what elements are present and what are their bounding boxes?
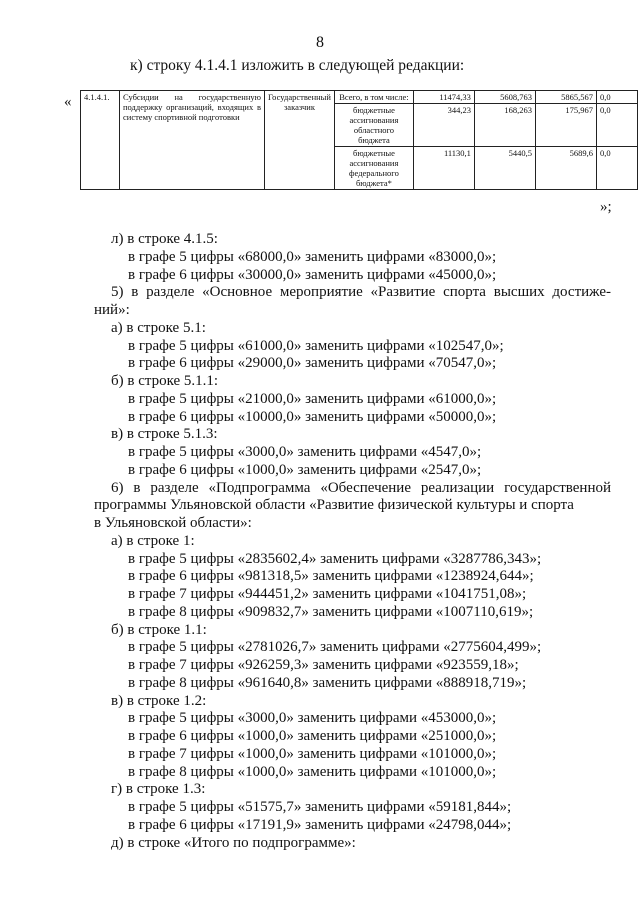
quote-open: «: [64, 94, 72, 110]
text-line: в графе 6 цифры «981318,5» заменить цифрами «1238924,644»;: [128, 568, 534, 585]
text-line: в графе 6 цифры «1000,0» заменить цифрами «2547,0»;: [128, 461, 482, 478]
amendment-table: [80, 90, 638, 190]
text-line: в графе 6 цифры «10000,0» заменить цифрами «50000,0»;: [128, 408, 497, 425]
text-line: в графе 7 цифры «926259,3» заменить цифрами «923559,18»;: [128, 657, 519, 673]
text-line: в графе 8 цифры «961640,8» заменить цифрами «888918,719»;: [128, 674, 527, 691]
quote-close: »;: [600, 199, 612, 215]
source-cell: Всего, в том числе:: [334, 91, 413, 104]
value-cell: 168,263: [474, 104, 535, 147]
text-line: в графе 5 цифры «68000,0» заменить цифрами «83000,0»;: [128, 248, 497, 265]
text-line: 6) в разделе «Подпрограмма «Обеспечение реализации государственной: [111, 479, 611, 496]
value-cell: 11474,33: [413, 91, 474, 104]
text-line: в графе 6 цифры «29000,0» заменить цифрами «70547,0»;: [128, 355, 497, 372]
text-line: в) в строке 1.2:: [111, 692, 207, 709]
text-line: программы Ульяновской области «Развитие физической культуры и спорта: [94, 497, 574, 514]
text-line: б) в строке 5.1.1:: [111, 373, 219, 389]
value-cell: 5608,763: [474, 91, 535, 104]
text-line: в Ульяновской области»:: [94, 515, 252, 531]
text-line: г) в строке 1.3:: [111, 781, 206, 798]
value-cell: 0,0: [596, 147, 637, 190]
text-line: л) в строке 4.1.5:: [111, 231, 218, 247]
text-line: а) в строке 1:: [111, 532, 195, 549]
text-line: в графе 5 цифры «51575,7» заменить цифрами «59181,844»;: [128, 799, 512, 815]
text-line: 5) в разделе «Основное мероприятие «Развитие спорта высших достиже-: [111, 284, 611, 301]
text-line: в графе 5 цифры «21000,0» заменить цифрами «61000,0»;: [128, 390, 497, 407]
text-line: в графе 5 цифры «2781026,7» заменить цифрами «2775604,499»;: [128, 639, 542, 656]
text-line: в графе 6 цифры «1000,0» заменить цифрами «251000,0»;: [128, 728, 497, 744]
table-row: [81, 91, 638, 104]
text-line: в графе 6 цифры «30000,0» заменить цифрами «45000,0»;: [128, 266, 497, 283]
text-line: в графе 7 цифры «1000,0» заменить цифрами «101000,0»;: [128, 745, 497, 762]
text-line: в графе 5 цифры «3000,0» заменить цифрами «453000,0»;: [128, 710, 497, 727]
text-line: в графе 7 цифры «944451,2» заменить цифрами «1041751,08»;: [128, 586, 527, 602]
value-cell: 344,23: [413, 104, 474, 147]
value-cell: 11130,1: [413, 147, 474, 190]
page-number: 8: [316, 34, 324, 51]
text-line: в графе 5 цифры «61000,0» заменить цифрами «102547,0»;: [128, 337, 504, 354]
value-cell: 5689,6: [535, 147, 596, 190]
text-line: в) в строке 5.1.3:: [111, 426, 218, 443]
value-cell: 0,0: [596, 91, 637, 104]
row-customer: Государственный заказчик: [265, 91, 335, 190]
source-cell: бюджетные ассигнования федерального бюджета*: [334, 147, 413, 190]
value-cell: 5865,567: [535, 91, 596, 104]
text-line: д) в строке «Итого по подпрограмме»:: [111, 834, 356, 851]
text-line: ний»:: [94, 302, 130, 318]
value-cell: 0,0: [596, 104, 637, 147]
row-code: 4.1.4.1.: [81, 91, 120, 190]
text-line: в графе 6 цифры «17191,9» заменить цифрами «24798,044»;: [128, 816, 512, 833]
source-cell: бюджетные ассигнования областного бюджета: [334, 104, 413, 147]
intro-paragraph: к) строку 4.1.4.1 изложить в следующей редакции:: [130, 57, 465, 74]
value-cell: 175,967: [535, 104, 596, 147]
text-line: б) в строке 1.1:: [111, 621, 207, 638]
text-line: в графе 8 цифры «909832,7» заменить цифрами «1007110,619»;: [128, 603, 534, 620]
text-line: в графе 8 цифры «1000,0» заменить цифрами «101000,0»;: [128, 763, 497, 780]
text-line: в графе 5 цифры «3000,0» заменить цифрами «4547,0»;: [128, 444, 482, 460]
text-line: а) в строке 5.1:: [111, 319, 206, 336]
row-name: Субсидии на государственную поддержку организаций, входящих в систему спортивной подготовки: [120, 91, 265, 190]
value-cell: 5440,5: [474, 147, 535, 190]
text-line: в графе 5 цифры «2835602,4» заменить цифрами «3287786,343»;: [128, 550, 542, 567]
